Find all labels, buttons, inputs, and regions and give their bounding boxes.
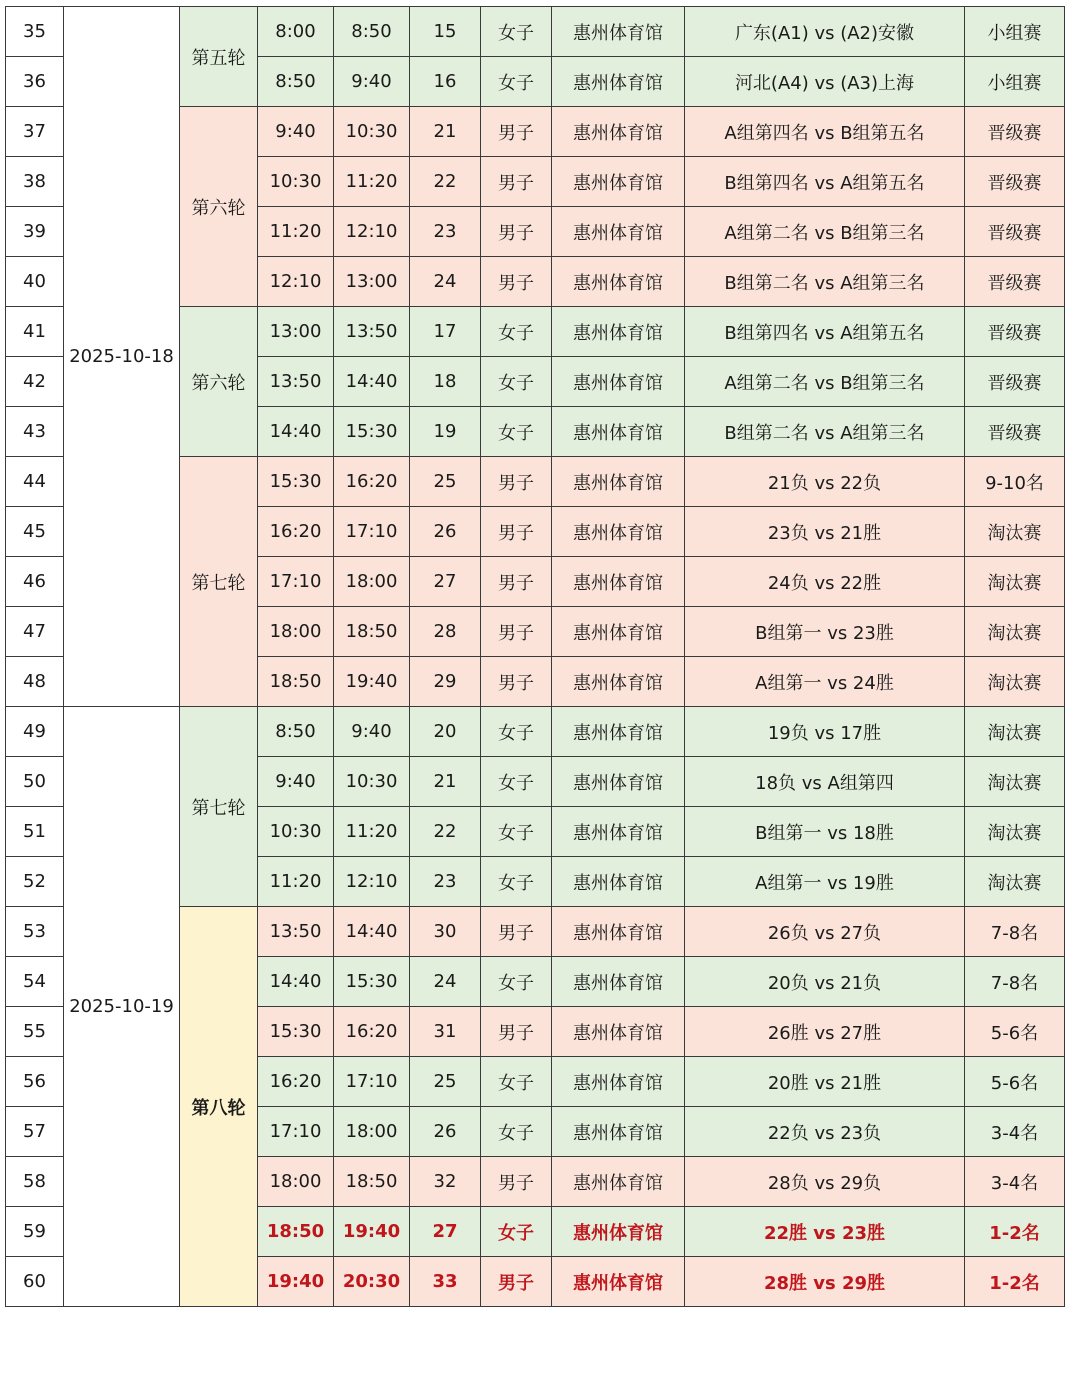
- gender-group-cell: 女子: [481, 407, 552, 457]
- row-number-cell: 45: [6, 507, 64, 557]
- gender-group-cell: 男子: [481, 907, 552, 957]
- start-time-cell: 18:00: [258, 607, 334, 657]
- round-cell: 第六轮: [180, 307, 258, 457]
- match-number-cell: 29: [410, 657, 481, 707]
- end-time-cell: 15:30: [334, 407, 410, 457]
- match-number-cell: 22: [410, 157, 481, 207]
- row-number-cell: 37: [6, 107, 64, 157]
- row-number-cell: 50: [6, 757, 64, 807]
- stage-cell: 7-8名: [965, 957, 1065, 1007]
- match-number-cell: 25: [410, 1057, 481, 1107]
- matchup-cell: B组第一 vs 18胜: [685, 807, 965, 857]
- gender-group-cell: 男子: [481, 557, 552, 607]
- gender-group-cell: 男子: [481, 207, 552, 257]
- end-time-cell: 12:10: [334, 207, 410, 257]
- table-row: [6, 707, 1065, 757]
- venue-cell: 惠州体育馆: [552, 957, 685, 1007]
- matchup-cell: A组第四名 vs B组第五名: [685, 107, 965, 157]
- end-time-cell: 19:40: [334, 1207, 410, 1257]
- row-number-cell: 52: [6, 857, 64, 907]
- stage-cell: 7-8名: [965, 907, 1065, 957]
- matchup-cell: 24负 vs 22胜: [685, 557, 965, 607]
- matchup-cell: 26胜 vs 27胜: [685, 1007, 965, 1057]
- row-number-cell: 49: [6, 707, 64, 757]
- end-time-cell: 9:40: [334, 57, 410, 107]
- matchup-cell: 20胜 vs 21胜: [685, 1057, 965, 1107]
- start-time-cell: 13:00: [258, 307, 334, 357]
- stage-cell: 晋级赛: [965, 257, 1065, 307]
- end-time-cell: 17:10: [334, 1057, 410, 1107]
- stage-cell: 淘汰赛: [965, 807, 1065, 857]
- venue-cell: 惠州体育馆: [552, 1107, 685, 1157]
- start-time-cell: 16:20: [258, 507, 334, 557]
- end-time-cell: 17:10: [334, 507, 410, 557]
- gender-group-cell: 女子: [481, 57, 552, 107]
- end-time-cell: 10:30: [334, 757, 410, 807]
- gender-group-cell: 女子: [481, 957, 552, 1007]
- match-number-cell: 27: [410, 557, 481, 607]
- match-number-cell: 32: [410, 1157, 481, 1207]
- stage-cell: 晋级赛: [965, 407, 1065, 457]
- start-time-cell: 10:30: [258, 157, 334, 207]
- end-time-cell: 15:30: [334, 957, 410, 1007]
- round-cell: 第七轮: [180, 707, 258, 907]
- row-number-cell: 35: [6, 7, 64, 57]
- matchup-cell: 28负 vs 29负: [685, 1157, 965, 1207]
- match-number-cell: 33: [410, 1257, 481, 1307]
- matchup-cell: 26负 vs 27负: [685, 907, 965, 957]
- match-number-cell: 26: [410, 507, 481, 557]
- stage-cell: 淘汰赛: [965, 557, 1065, 607]
- start-time-cell: 12:10: [258, 257, 334, 307]
- matchup-cell: 22胜 vs 23胜: [685, 1207, 965, 1257]
- gender-group-cell: 男子: [481, 1157, 552, 1207]
- venue-cell: 惠州体育馆: [552, 107, 685, 157]
- match-number-cell: 24: [410, 957, 481, 1007]
- match-number-cell: 28: [410, 607, 481, 657]
- start-time-cell: 8:50: [258, 57, 334, 107]
- match-number-cell: 24: [410, 257, 481, 307]
- stage-cell: 3-4名: [965, 1107, 1065, 1157]
- stage-cell: 淘汰赛: [965, 857, 1065, 907]
- row-number-cell: 36: [6, 57, 64, 107]
- match-number-cell: 17: [410, 307, 481, 357]
- matchup-cell: B组第二名 vs A组第三名: [685, 407, 965, 457]
- matchup-cell: 22负 vs 23负: [685, 1107, 965, 1157]
- schedule-table: [5, 6, 1065, 1307]
- gender-group-cell: 男子: [481, 157, 552, 207]
- start-time-cell: 11:20: [258, 207, 334, 257]
- venue-cell: 惠州体育馆: [552, 757, 685, 807]
- gender-group-cell: 男子: [481, 457, 552, 507]
- row-number-cell: 47: [6, 607, 64, 657]
- stage-cell: 9-10名: [965, 457, 1065, 507]
- stage-cell: 晋级赛: [965, 207, 1065, 257]
- stage-cell: 5-6名: [965, 1057, 1065, 1107]
- match-number-cell: 21: [410, 757, 481, 807]
- stage-cell: 5-6名: [965, 1007, 1065, 1057]
- end-time-cell: 9:40: [334, 707, 410, 757]
- end-time-cell: 20:30: [334, 1257, 410, 1307]
- stage-cell: 晋级赛: [965, 157, 1065, 207]
- start-time-cell: 17:10: [258, 1107, 334, 1157]
- match-number-cell: 19: [410, 407, 481, 457]
- venue-cell: 惠州体育馆: [552, 557, 685, 607]
- gender-group-cell: 女子: [481, 1207, 552, 1257]
- gender-group-cell: 女子: [481, 707, 552, 757]
- end-time-cell: 19:40: [334, 657, 410, 707]
- matchup-cell: A组第二名 vs B组第三名: [685, 207, 965, 257]
- match-number-cell: 22: [410, 807, 481, 857]
- gender-group-cell: 男子: [481, 1257, 552, 1307]
- venue-cell: 惠州体育馆: [552, 1257, 685, 1307]
- start-time-cell: 11:20: [258, 857, 334, 907]
- match-number-cell: 21: [410, 107, 481, 157]
- end-time-cell: 14:40: [334, 357, 410, 407]
- matchup-cell: A组第一 vs 19胜: [685, 857, 965, 907]
- match-number-cell: 26: [410, 1107, 481, 1157]
- venue-cell: 惠州体育馆: [552, 707, 685, 757]
- start-time-cell: 14:40: [258, 957, 334, 1007]
- end-time-cell: 18:50: [334, 607, 410, 657]
- start-time-cell: 8:00: [258, 7, 334, 57]
- gender-group-cell: 女子: [481, 857, 552, 907]
- row-number-cell: 43: [6, 407, 64, 457]
- row-number-cell: 57: [6, 1107, 64, 1157]
- matchup-cell: 河北(A4) vs (A3)上海: [685, 57, 965, 107]
- end-time-cell: 16:20: [334, 457, 410, 507]
- venue-cell: 惠州体育馆: [552, 607, 685, 657]
- match-number-cell: 18: [410, 357, 481, 407]
- venue-cell: 惠州体育馆: [552, 57, 685, 107]
- matchup-cell: A组第一 vs 24胜: [685, 657, 965, 707]
- gender-group-cell: 女子: [481, 1107, 552, 1157]
- stage-cell: 淘汰赛: [965, 507, 1065, 557]
- end-time-cell: 14:40: [334, 907, 410, 957]
- row-number-cell: 44: [6, 457, 64, 507]
- gender-group-cell: 女子: [481, 1057, 552, 1107]
- venue-cell: 惠州体育馆: [552, 1157, 685, 1207]
- gender-group-cell: 女子: [481, 807, 552, 857]
- start-time-cell: 9:40: [258, 107, 334, 157]
- end-time-cell: 11:20: [334, 157, 410, 207]
- end-time-cell: 18:00: [334, 557, 410, 607]
- match-number-cell: 16: [410, 57, 481, 107]
- venue-cell: 惠州体育馆: [552, 857, 685, 907]
- row-number-cell: 53: [6, 907, 64, 957]
- round-cell: 第五轮: [180, 7, 258, 107]
- matchup-cell: B组第二名 vs A组第三名: [685, 257, 965, 307]
- start-time-cell: 9:40: [258, 757, 334, 807]
- row-number-cell: 41: [6, 307, 64, 357]
- venue-cell: 惠州体育馆: [552, 1207, 685, 1257]
- venue-cell: 惠州体育馆: [552, 407, 685, 457]
- stage-cell: 淘汰赛: [965, 607, 1065, 657]
- row-number-cell: 55: [6, 1007, 64, 1057]
- row-number-cell: 56: [6, 1057, 64, 1107]
- match-number-cell: 15: [410, 7, 481, 57]
- end-time-cell: 11:20: [334, 807, 410, 857]
- date-cell: 2025-10-19: [64, 707, 180, 1307]
- end-time-cell: 8:50: [334, 7, 410, 57]
- gender-group-cell: 男子: [481, 607, 552, 657]
- matchup-cell: B组第四名 vs A组第五名: [685, 157, 965, 207]
- start-time-cell: 19:40: [258, 1257, 334, 1307]
- row-number-cell: 40: [6, 257, 64, 307]
- match-number-cell: 31: [410, 1007, 481, 1057]
- matchup-cell: 18负 vs A组第四: [685, 757, 965, 807]
- gender-group-cell: 男子: [481, 1007, 552, 1057]
- start-time-cell: 15:30: [258, 457, 334, 507]
- match-number-cell: 20: [410, 707, 481, 757]
- row-number-cell: 60: [6, 1257, 64, 1307]
- gender-group-cell: 女子: [481, 307, 552, 357]
- round-cell: 第八轮: [180, 907, 258, 1307]
- venue-cell: 惠州体育馆: [552, 657, 685, 707]
- venue-cell: 惠州体育馆: [552, 157, 685, 207]
- gender-group-cell: 男子: [481, 657, 552, 707]
- matchup-cell: 19负 vs 17胜: [685, 707, 965, 757]
- end-time-cell: 18:00: [334, 1107, 410, 1157]
- row-number-cell: 58: [6, 1157, 64, 1207]
- start-time-cell: 13:50: [258, 357, 334, 407]
- match-number-cell: 30: [410, 907, 481, 957]
- matchup-cell: 广东(A1) vs (A2)安徽: [685, 7, 965, 57]
- venue-cell: 惠州体育馆: [552, 507, 685, 557]
- match-number-cell: 23: [410, 207, 481, 257]
- gender-group-cell: 男子: [481, 507, 552, 557]
- stage-cell: 1-2名: [965, 1207, 1065, 1257]
- stage-cell: 淘汰赛: [965, 757, 1065, 807]
- matchup-cell: 23负 vs 21胜: [685, 507, 965, 557]
- stage-cell: 1-2名: [965, 1257, 1065, 1307]
- start-time-cell: 10:30: [258, 807, 334, 857]
- matchup-cell: 28胜 vs 29胜: [685, 1257, 965, 1307]
- row-number-cell: 46: [6, 557, 64, 607]
- gender-group-cell: 女子: [481, 7, 552, 57]
- gender-group-cell: 男子: [481, 107, 552, 157]
- stage-cell: 淘汰赛: [965, 707, 1065, 757]
- matchup-cell: 20负 vs 21负: [685, 957, 965, 1007]
- venue-cell: 惠州体育馆: [552, 907, 685, 957]
- match-number-cell: 27: [410, 1207, 481, 1257]
- start-time-cell: 18:00: [258, 1157, 334, 1207]
- matchup-cell: 21负 vs 22负: [685, 457, 965, 507]
- table-row: [6, 7, 1065, 57]
- venue-cell: 惠州体育馆: [552, 1007, 685, 1057]
- start-time-cell: 16:20: [258, 1057, 334, 1107]
- matchup-cell: A组第二名 vs B组第三名: [685, 357, 965, 407]
- row-number-cell: 42: [6, 357, 64, 407]
- matchup-cell: B组第四名 vs A组第五名: [685, 307, 965, 357]
- start-time-cell: 14:40: [258, 407, 334, 457]
- venue-cell: 惠州体育馆: [552, 357, 685, 407]
- start-time-cell: 13:50: [258, 907, 334, 957]
- start-time-cell: 18:50: [258, 1207, 334, 1257]
- match-number-cell: 25: [410, 457, 481, 507]
- round-cell: 第六轮: [180, 107, 258, 307]
- end-time-cell: 13:00: [334, 257, 410, 307]
- matchup-cell: B组第一 vs 23胜: [685, 607, 965, 657]
- venue-cell: 惠州体育馆: [552, 307, 685, 357]
- start-time-cell: 15:30: [258, 1007, 334, 1057]
- stage-cell: 晋级赛: [965, 357, 1065, 407]
- venue-cell: 惠州体育馆: [552, 807, 685, 857]
- venue-cell: 惠州体育馆: [552, 457, 685, 507]
- row-number-cell: 48: [6, 657, 64, 707]
- start-time-cell: 18:50: [258, 657, 334, 707]
- match-number-cell: 23: [410, 857, 481, 907]
- venue-cell: 惠州体育馆: [552, 1057, 685, 1107]
- row-number-cell: 51: [6, 807, 64, 857]
- venue-cell: 惠州体育馆: [552, 257, 685, 307]
- end-time-cell: 12:10: [334, 857, 410, 907]
- venue-cell: 惠州体育馆: [552, 7, 685, 57]
- row-number-cell: 38: [6, 157, 64, 207]
- stage-cell: 淘汰赛: [965, 657, 1065, 707]
- row-number-cell: 59: [6, 1207, 64, 1257]
- stage-cell: 晋级赛: [965, 107, 1065, 157]
- end-time-cell: 16:20: [334, 1007, 410, 1057]
- start-time-cell: 8:50: [258, 707, 334, 757]
- date-cell: 2025-10-18: [64, 7, 180, 707]
- start-time-cell: 17:10: [258, 557, 334, 607]
- gender-group-cell: 女子: [481, 757, 552, 807]
- stage-cell: 小组赛: [965, 7, 1065, 57]
- stage-cell: 3-4名: [965, 1157, 1065, 1207]
- round-cell: 第七轮: [180, 457, 258, 707]
- stage-cell: 小组赛: [965, 57, 1065, 107]
- end-time-cell: 13:50: [334, 307, 410, 357]
- stage-cell: 晋级赛: [965, 307, 1065, 357]
- end-time-cell: 10:30: [334, 107, 410, 157]
- row-number-cell: 39: [6, 207, 64, 257]
- venue-cell: 惠州体育馆: [552, 207, 685, 257]
- row-number-cell: 54: [6, 957, 64, 1007]
- gender-group-cell: 女子: [481, 357, 552, 407]
- schedule-body: [6, 7, 1065, 1307]
- gender-group-cell: 男子: [481, 257, 552, 307]
- end-time-cell: 18:50: [334, 1157, 410, 1207]
